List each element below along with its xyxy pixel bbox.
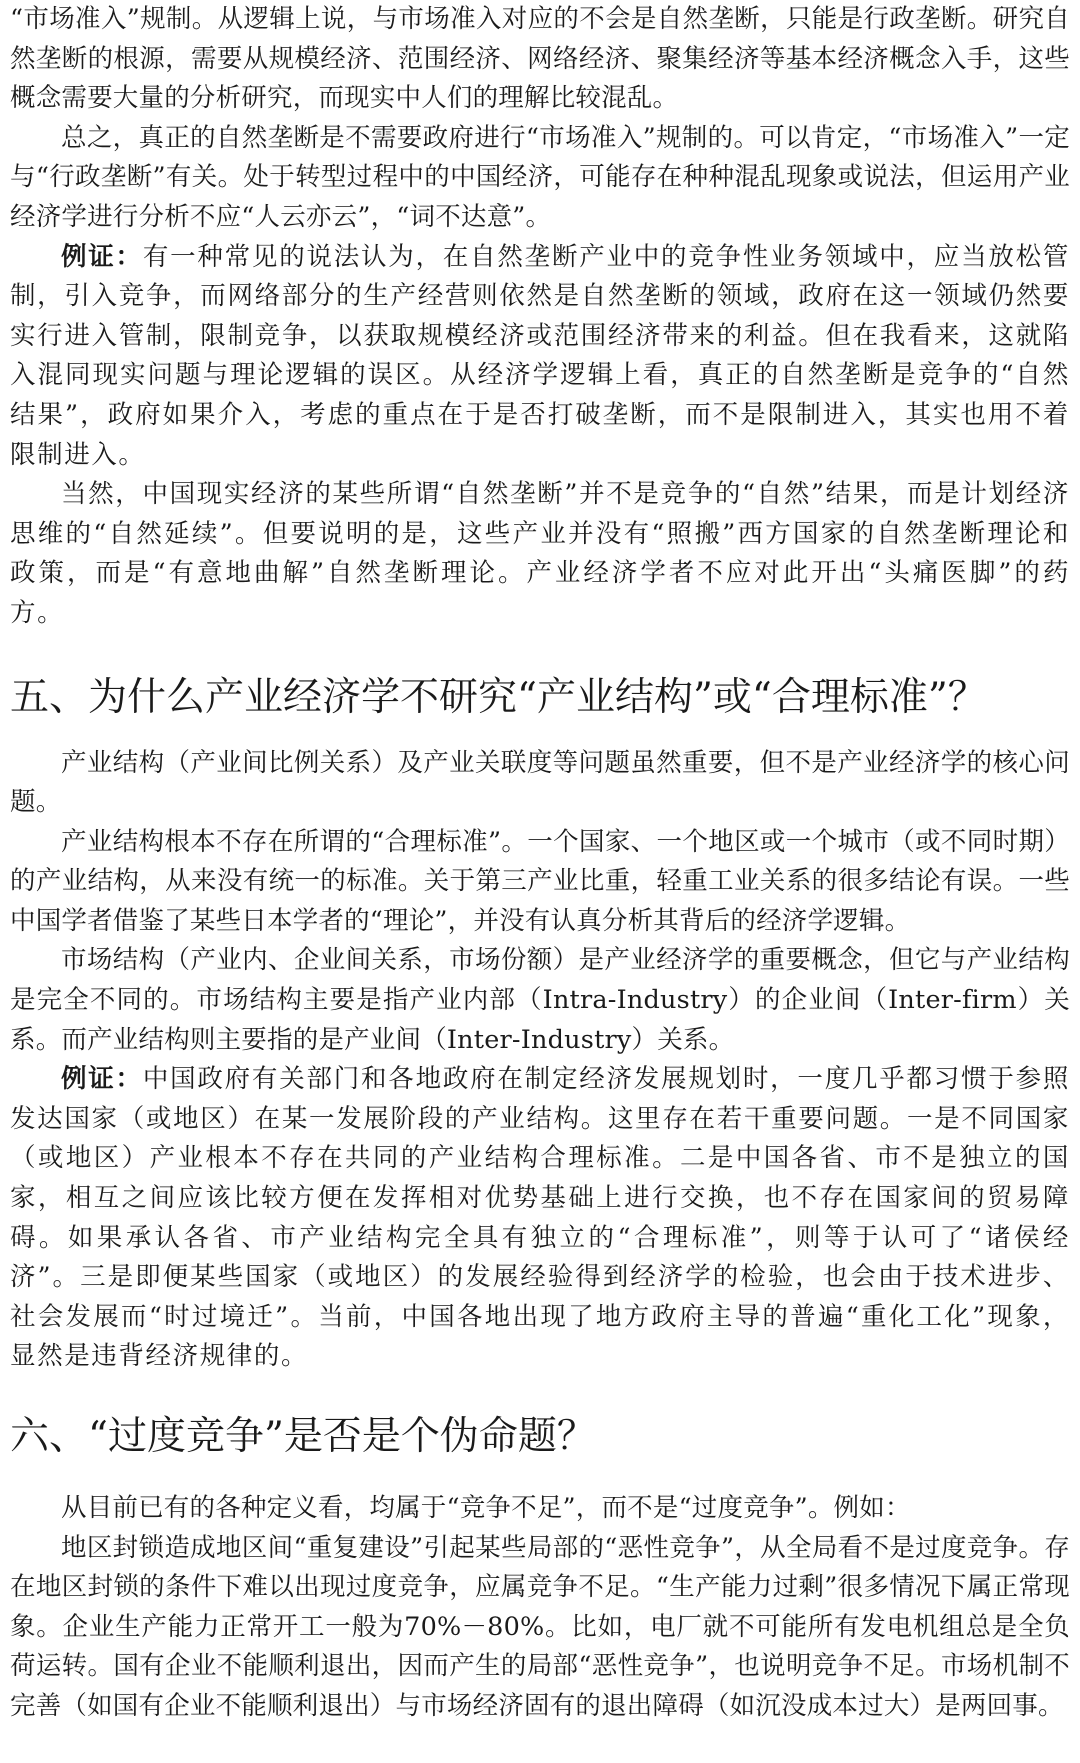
heading-section-five: 五、为什么产业经济学不研究“产业结构”或“合理标准”？	[10, 674, 987, 720]
paragraph-example-development-planning	[10, 1060, 1070, 1377]
paragraph-market-entry-logic: “市场准入”规制。从逻辑上说，与市场准入对应的不会是自然垄断，只能是行政垄断。研究自然垄断的根源，需要从规模经济、范围经济、网络经济、聚集经济等基本经济概念入手，这些概念需要大量的分析研究，而现实中人们的理解比较混乱。	[10, 4, 1070, 114]
paragraph-planned-economy: 当然，中国现实经济的某些所谓“自然垄断”并不是竞争的“自然”结果，而是计划经济思维的“自然延续”。但要说明的是，这些产业并没有“照搬”西方国家的自然垄断理论和政策，而是“有意地曲解”自然垄断理论。产业经济学者不应对此开出“头痛医脚”的药方。	[10, 479, 1070, 628]
document-page	[10, 0, 1070, 1727]
paragraph-industrial-structure-intro: 产业结构（产业间比例关系）及产业关联度等问题虽然重要，但不是产业经济学的核心问题。	[10, 747, 1070, 818]
heading-section-six: 六、“过度竞争”是否是个伪命题？	[10, 1414, 596, 1459]
paragraph-definitions: 从目前已有的各种定义看，均属于“竞争不足”，而不是“过度竞争”。例如：	[61, 1493, 911, 1523]
paragraph-no-reasonable-standard: 产业结构根本不存在所谓的“合理标准”。一个国家、一个地区或一个城市（或不同时期）的产业结构，从来没有统一的标准。关于第三产业比重，轻重工业关系的很多结论有误。一些中国学者借鉴了某些日本学者的“理论”，并没有认真分析其背后的经济学逻辑。	[10, 826, 1070, 936]
paragraph-market-structure: 市场结构（产业内、企业间关系，市场份额）是产业经济学的重要概念，但它与产业结构是完全不同的。市场结构主要是指产业内部（Intra-Industry）的企业间（Inter-firm）关系。而产业结构则主要指的是产业间（Inter-Industry）关系。	[10, 945, 1070, 1055]
example-text: 中国政府有关部门和各地政府在制定经济发展规划时，一度几乎都习惯于参照发达国家（或地区）在某一发展阶段的产业结构。这里存在若干重要问题。一是不同国家（或地区）产业根本不存在共同的产业结构合理标准。二是中国各省、市不是独立的国家，相互之间应该比较方便在发挥相对优势基础上进行交换，也不存在国家间的贸易障碍。如果承认各省、市产业结构完全具有独立的“合理标准”，则等于认可了“诸侯经济”。三是即便某些国家（或地区）的发展经验得到经济学的检验，也会由于技术进步、社会发展而“时过境迁”。当前，中国各地出现了地方政府主导的普遍“重化工化”现象，显然是违背经济规律的。	[10, 1064, 1070, 1372]
paragraph-regional-blockade: 地区封锁造成地区间“重复建设”引起某些局部的“恶性竞争”，从全局看不是过度竞争。存在地区封锁的条件下难以出现过度竞争，应属竞争不足。“生产能力过剩”很多情况下属正常现象。企业生产能力正常开工一般为70%－80%。比如，电厂就不可能所有发电机组总是全负荷运转。国有企业不能顺利退出，因而产生的局部“恶性竞争”，也说明竞争不足。市场机制不完善（如国有企业不能顺利退出）与市场经济固有的退出障碍（如沉没成本过大）是两回事。	[10, 1532, 1070, 1721]
example-label: 例证：	[61, 1064, 143, 1095]
paragraph-summary: 总之，真正的自然垄断是不需要政府进行“市场准入”规制的。可以肯定，“市场准入”一定与“行政垄断”有关。处于转型过程中的中国经济，可能存在种种混乱现象或说法，但运用产业经济学进行分析不应“人云亦云”，“词不达意”。	[10, 122, 1070, 232]
example-label: 例证：	[61, 241, 143, 272]
example-text: 有一种常见的说法认为，在自然垄断产业中的竞争性业务领域中，应当放松管制，引入竞争，而网络部分的生产经营则依然是自然垄断的领域，政府在这一领域仍然要实行进入管制，限制竞争，以获取规模经济或范围经济带来的利益。但在我看来，这就陷入混同现实问题与理论逻辑的误区。从经济学逻辑上看，真正的自然垄断是竞争的“自然结果”，政府如果介入，考虑的重点在于是否打破垄断，而不是限制进入，其实也用不着限制进入。	[10, 241, 1070, 470]
paragraph-example-natural-monopoly	[10, 238, 1070, 476]
